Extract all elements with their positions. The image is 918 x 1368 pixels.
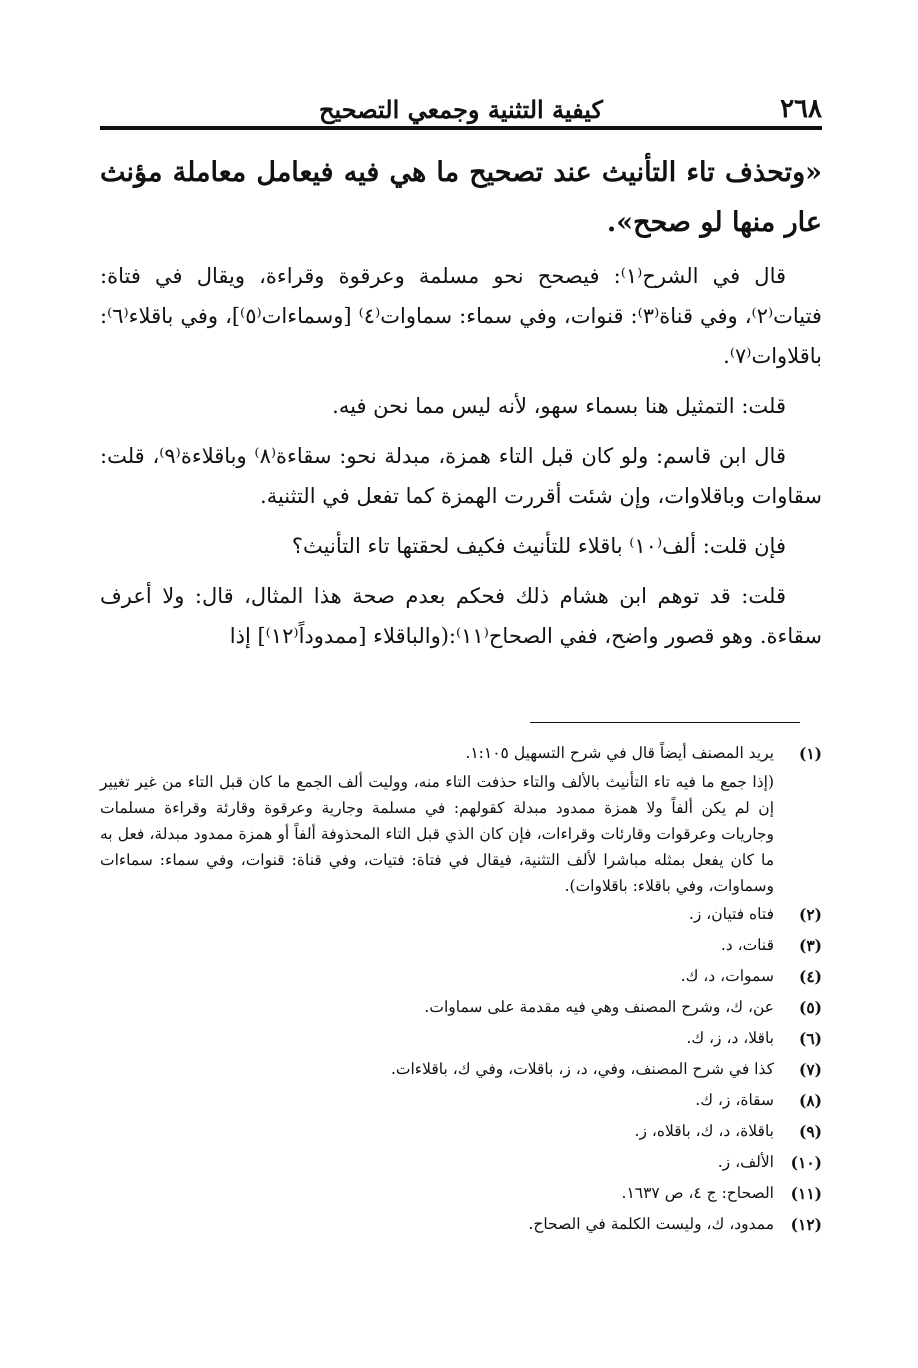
footnote-number: (١) [798,744,822,763]
paragraph: قلت: قد توهم ابن هشام ذلك فحكم بعدم صحة هذا المثال، قال: ولا أعرف سقاءة. وهو قصور واضح، ففي الصحاح⁽١١⁾:(والباقلاء [ممدوداً⁽١٢⁾] إذا [100,584,822,648]
header-rule [100,126,822,130]
footnote-number: (٤) [798,967,822,986]
footnote-separator [530,722,800,723]
footnote [100,1116,822,1147]
footnote-text: كذا في شرح المصنف، وفي، د، ز، باقلات، وفي ك، باقلاءات. [390,1060,774,1078]
paragraph: قال في الشرح⁽١⁾: فيصحح نحو مسلمة وعرقوة وقراءة، ويقال في فتاة: فتيات⁽٢⁾، وفي قناة⁽٣⁾: قنوات، وفي سماء: سماوات⁽٤⁾ [وسماءات⁽٥⁾]، وفي باقلاء⁽٦⁾: باقلاوات⁽٧⁾. [100,264,822,368]
footnote-text: باقلاة، د، ك، باقلاه، ز. [634,1122,774,1140]
footnote-text: ممدود، ك، وليست الكلمة في الصحاح. [528,1215,774,1233]
footnote-text: قنات، د. [720,936,774,954]
footnote [100,1023,822,1054]
footnote-number: (١٠) [790,1153,822,1172]
footnote-quote: (إذا جمع ما فيه تاء التأنيث بالألف والتاء حذفت التاء منه، ووليت ألف الجمع ما كان قبل التاء من غير تغيير إن لم يكن ألفاً ولا همزة ممدود مبدلة كقولهم: في مسلمة وجارية وعرقوة وقارئة وقراءة مسلمات وجاريات وعرقوات وقارئات وقراءات، فإن كان الذي قبل التاء المحذوفة ألفاً أو همزة ممدود مبدلة، فعل به ما كان يفعل بمثله مباشرا لألف التثنية، فيقال في فتاة: فتيات، وفي قناة: قنوات، وفي سماء: سماءات وسماوات، وفي باقلاء: باقلاوات). [100,773,774,895]
footnote [100,1054,822,1085]
footnote-number: (٦) [798,1029,822,1048]
footnote-number: (٧) [798,1060,822,1079]
footnote-text: الألف، ز. [717,1153,774,1171]
page-number: ٢٦٨ [780,94,822,124]
footnote [100,1178,822,1209]
page-header [100,88,822,124]
paragraph: فإن قلت: ألف⁽١٠⁾ باقلاء للتأنيث فكيف لحقتها تاء التأنيث؟ [291,534,786,558]
footnote [100,899,822,930]
footnote [100,738,822,769]
footnote-text: باقلا، د، ز، ك. [686,1029,774,1047]
footnote-number: (٣) [798,936,822,955]
main-text [100,148,822,666]
footnote-text: فتاه فتيان، ز. [688,905,774,923]
paragraph: قلت: التمثيل هنا بسماء سهو، لأنه ليس مما نحن فيه. [332,394,786,418]
footnote-text: يريد المصنف أيضاً قال في شرح التسهيل ١:١٠٥. [465,744,774,762]
running-title: كيفية التثنية وجمعي التصحيح [319,95,603,124]
paragraph: قال ابن قاسم: ولو كان قبل التاء همزة، مبدلة نحو: سقاءة⁽٨⁾ وباقلاءة⁽٩⁾، قلت: سقاوات وباقلاوات، وإن شئت أقررت الهمزة كما تفعل في التثنية. [100,444,822,508]
footnote-text: الصحاح: ج ٤، ص ١٦٣٧. [621,1184,774,1202]
footnote-number: (٨) [798,1091,822,1110]
footnote-number: (٢) [798,905,822,924]
footnotes [100,738,822,1240]
footnote [100,961,822,992]
footnote [100,930,822,961]
footnote-number: (٩) [798,1122,822,1141]
footnote-text: سموات، د، ك. [680,967,774,985]
footnote [100,1147,822,1178]
footnote [100,992,822,1023]
matn-text: «وتحذف تاء التأنيث عند تصحيح ما هي فيه فيعامل معاملة مؤنث عار منها لو صحح». [100,157,822,238]
footnote-text: سقاة، ز، ك. [695,1091,774,1109]
footnote-text: عن، ك، وشرح المصنف وهي فيه مقدمة على سماوات. [424,998,774,1016]
footnote [100,1085,822,1116]
footnote-number: (١١) [790,1184,822,1203]
footnote [100,1209,822,1240]
footnote-number: (٥) [798,998,822,1017]
footnote-number: (١٢) [790,1215,822,1234]
